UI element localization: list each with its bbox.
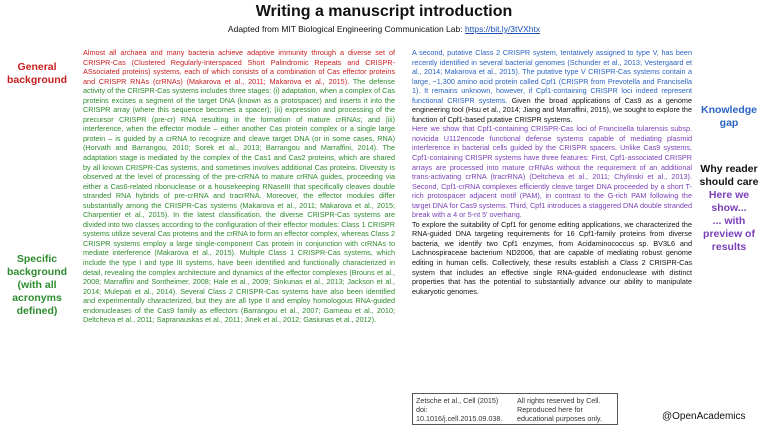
- knowledge-gap-text: A second, putative Class 2 CRISPR system, tentatively assigned to type V, has been recently identified in several bacterial genomes (Schunder et al., 2013; Vestergaard et al., 2014; Makarova et al., 2015). The putative type V CRISPR-Cas systems contain a large, ~1,300 amino acid protein called Cpf1 (CRISPR from Prevotella and Francisella 1). It remains unknown, however, if Cpf1-containing CRISPR loci indeed represent functional CRISPR systems.: [412, 48, 692, 105]
- final-paragraph: To explore the suitability of Cpf1 for genome editing applications, we characterized the RNA-guided DNA targeting requirements for 16 Cpf1-family proteins from diverse bacteria, we identify two Cpf1 enzymes, from Acidaminococcus sp. BV3L6 and Lachnospiraceae bacterium ND2006, that are capable of mediating robust genome editing in human cells. Collectively, these results establish a Class 2 CRISPR-Cas system that includes an effective single RNA-guided endonuclease with distinct properties that has the potential to substantially advance our ability to manipulate eukaryotic genomes.: [412, 219, 692, 296]
- citation-source: Zetsche et al., Cell (2015) doi: 10.1016/j.cell.2015.09.038.: [416, 396, 503, 423]
- general-background-text: Almost all archaea and many bacteria achieve adaptive immunity through a diverse set of CRISPR-Cas (Clustered Regularly-Interspaced Short Palindromic Repeats and CRISPR-ASsociated proteins) systems, each of which consists of a combination of Cas effector proteins and CRISPR RNAs (crRNAs) (Makarova et al., 2011; Makarova et al., 2015).: [83, 48, 395, 86]
- right-text-column: [412, 48, 692, 296]
- why-care-text: Given the broad applications of Cas9 as a genome engineering tool (Hsu et al., 2014; Jiang and Marraffini, 2015), we sought to explore the function of Cpf1-based putative CRISPR systems.: [412, 95, 693, 124]
- left-text-column: [83, 48, 395, 325]
- citation-rights: All rights reserved by Cell. Reproduced here for educational purposes only.: [517, 396, 602, 423]
- gap-paragraph: [412, 48, 692, 124]
- label-general-background: General background: [6, 61, 68, 86]
- citation-box: [412, 393, 618, 425]
- here-we-show-text: Here we show that Cpf1-containing CRISPR-Cas loci of Francisella tularensis subsp. novicida U112encode functional defense systems capable of mediating plasmid interference in bacterial cells guided by the CRISPR spacers. Unlike Cas9 systems, Cpf1-containing CRISPR systems have three features: First, Cpf1-associated CRISPR arrays are processed into mature crRNAs without the requirement of an additional trans-activating crRNA (tracrRNA) (Deltcheva et al., 2011; Chylinski et al., 2013). Second, Cpf1-crRNA complexes efficiently cleave target DNA proceeded by a short T-rich protospacer adjacent motif (PAM), in contrast to the G-rich PAM following the target DNA for Cas9 systems. Third, Cpf1 introduces a staggered DNA double stranded break with a 4 or 5-nt 5' overhang.: [412, 124, 692, 220]
- specific-background-text: The defense activity of the CRISPR-Cas systems includes three stages: (i) adaptation, when a complex of Cas proteins excises a segment of the target DNA (known as a protospacer) and inserts it into the CRISPR array (where this sequence becomes a spacer); (ii) expression and processing of the precursor CRISPR (pre-cr) RNA resulting in the formation of mature crRNAs; and (iii) interference, when the effector module – either another Cas protein complex or a single large protein – is guided by a crRNA to recognize and cleave target DNA (or in some cases, RNA) (Horvath and Barrangou, 2010; Sorek et al., 2013; Barrangou and Marraffini, 2014). The adaptation stage is mediated by the complex of the Cas1 and Cas2 proteins, which are shared by all known CRISPR-Cas systems, and sometimes involves additional Cas proteins. Diversity is observed at the level of processing of the pre-crRNA to mature crRNA guides, proceeding via either a Cas6-related ribonuclease or a housekeeping RNaseIII that specifically cleaves double stranded RNA hybrids of pre-crRNA and tracrRNA. Moreover, the effector modules differ substantially among the CRISPR-Cas systems (Makarova et al., 2011; Makarova et al., 2015; Charpentier et al., 2015). In the latest classification, the diverse CRISPR-Cas systems are divided into two classes according to the configuration of their effector modules: Class 1 CRISPR systems utilize several Cas proteins and the crRNA to form an effector complex, whereas Class 2 CRISPR systems employ a large single-component Cas protein in conjunction with crRNAs to mediate interference (Makarova et al., 2015). Multiple Class 1 CRISPR-Cas systems, which include the type I and type III systems, have been identified and functionally characterized in detail, revealing the complex architecture and dynamics of the effector complexes (Brouns et al., 2008; Marraffini and Sontheimer, 2008; Hale et al., 2009; Sinkunas et al., 2013; Jackson et al., 2014; Mulepati et al., 2014). Several Class 2 CRISPR-Cas systems have also been identified and experimentally characterized, but they are all type II and employ homologous RNA-guided endonucleases of the Cas9 family as effectors (Barrangou et al., 2007; Garneau et al., 2010; Deltcheva et al., 2011; Sapranauskas et al., 2011; Jinek et al., 2012; Gasiunas et al., 2012).: [83, 76, 395, 325]
- label-specific-background: Specific background (with all acronyms defined): [6, 253, 68, 317]
- label-knowledge-gap: Knowledge gap: [700, 104, 757, 129]
- source-link[interactable]: https://bit.ly/3tVXhtx: [464, 24, 541, 34]
- label-here-we-show: Here we show... ... with preview of results: [703, 189, 755, 253]
- subtitle-prefix: Adapted from MIT Biological Engineering Communication Lab:: [227, 24, 465, 34]
- label-why-care: Why reader should care: [699, 163, 759, 188]
- page-subtitle: [0, 24, 768, 34]
- intro-paragraph: [83, 48, 395, 325]
- footer-handle: @OpenAcademics: [662, 411, 746, 422]
- page-title: Writing a manuscript introduction: [255, 3, 513, 20]
